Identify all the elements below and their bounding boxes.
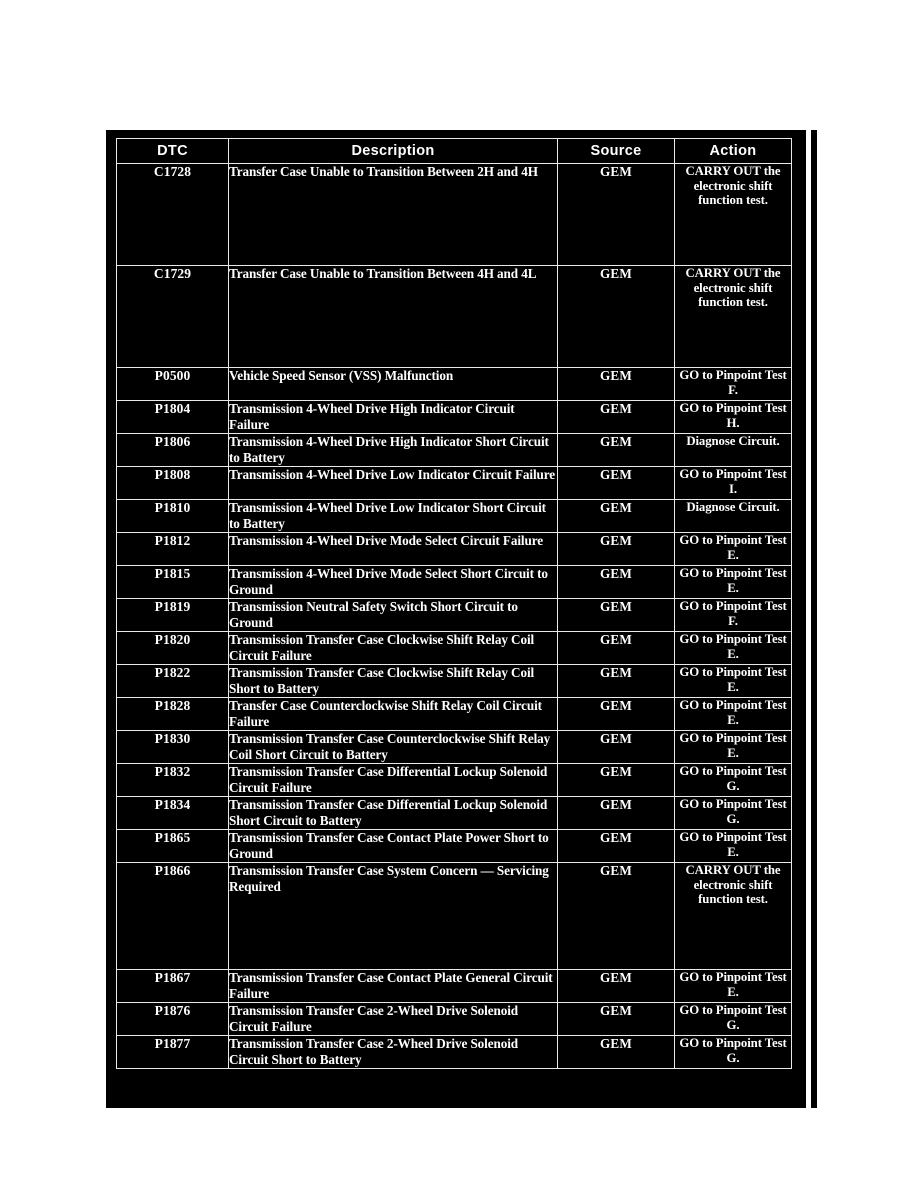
cell-description: Transmission Transfer Case Clockwise Shift Relay Coil Circuit Failure	[229, 632, 558, 665]
cell-dtc: P1830	[117, 731, 229, 764]
cell-source: GEM	[558, 1003, 675, 1036]
column-header-dtc: DTC	[117, 139, 229, 164]
cell-description: Transmission Neutral Safety Switch Short Circuit to Ground	[229, 599, 558, 632]
table-row	[117, 731, 792, 764]
cell-description: Transmission Transfer Case System Concern — Servicing Required	[229, 863, 558, 970]
cell-dtc: P1828	[117, 698, 229, 731]
cell-dtc: P1866	[117, 863, 229, 970]
cell-action: GO to Pinpoint Test E.	[675, 970, 792, 1003]
table-row	[117, 434, 792, 467]
cell-action: GO to Pinpoint Test G.	[675, 797, 792, 830]
cell-action: GO to Pinpoint Test E.	[675, 665, 792, 698]
table-row	[117, 566, 792, 599]
cell-action: CARRY OUT the electronic shift function test.	[675, 266, 792, 368]
cell-dtc: P1832	[117, 764, 229, 797]
cell-source: GEM	[558, 467, 675, 500]
cell-description: Transmission 4-Wheel Drive High Indicator Short Circuit to Battery	[229, 434, 558, 467]
cell-source: GEM	[558, 164, 675, 266]
cell-action: CARRY OUT the electronic shift function test.	[675, 164, 792, 266]
dtc-table	[116, 138, 792, 1069]
cell-source: GEM	[558, 731, 675, 764]
cell-description: Transmission Transfer Case Differential Lockup Solenoid Short Circuit to Battery	[229, 797, 558, 830]
cell-description: Transmission 4-Wheel Drive Low Indicator Short Circuit to Battery	[229, 500, 558, 533]
cell-description: Transmission Transfer Case Counterclockwise Shift Relay Coil Short Circuit to Battery	[229, 731, 558, 764]
cell-source: GEM	[558, 566, 675, 599]
cell-action: GO to Pinpoint Test G.	[675, 1003, 792, 1036]
cell-source: GEM	[558, 970, 675, 1003]
cell-action: GO to Pinpoint Test G.	[675, 1036, 792, 1069]
cell-description: Transfer Case Unable to Transition Between 4H and 4L	[229, 266, 558, 368]
table-row	[117, 970, 792, 1003]
cell-action: GO to Pinpoint Test F.	[675, 599, 792, 632]
table-row	[117, 1003, 792, 1036]
table-body	[117, 164, 792, 1069]
table-header	[117, 139, 792, 164]
table-row	[117, 863, 792, 970]
cell-description: Transmission Transfer Case Contact Plate General Circuit Failure	[229, 970, 558, 1003]
table-row	[117, 665, 792, 698]
cell-dtc: P1865	[117, 830, 229, 863]
cell-description: Transmission 4-Wheel Drive Mode Select Circuit Failure	[229, 533, 558, 566]
cell-source: GEM	[558, 830, 675, 863]
cell-description: Transmission Transfer Case 2-Wheel Drive Solenoid Circuit Short to Battery	[229, 1036, 558, 1069]
column-header-description: Description	[229, 139, 558, 164]
cell-source: GEM	[558, 368, 675, 401]
cell-dtc: P1819	[117, 599, 229, 632]
column-header-action: Action	[675, 139, 792, 164]
cell-dtc: C1729	[117, 266, 229, 368]
cell-dtc: P1876	[117, 1003, 229, 1036]
cell-action: CARRY OUT the electronic shift function test.	[675, 863, 792, 970]
cell-description: Vehicle Speed Sensor (VSS) Malfunction	[229, 368, 558, 401]
cell-source: GEM	[558, 632, 675, 665]
cell-dtc: P1810	[117, 500, 229, 533]
table-row	[117, 401, 792, 434]
cell-source: GEM	[558, 599, 675, 632]
cell-description: Transmission Transfer Case Contact Plate Power Short to Ground	[229, 830, 558, 863]
table-row	[117, 830, 792, 863]
cell-source: GEM	[558, 266, 675, 368]
cell-description: Transmission 4-Wheel Drive Low Indicator Circuit Failure	[229, 467, 558, 500]
right-margin-rule	[811, 130, 817, 1108]
cell-action: GO to Pinpoint Test E.	[675, 731, 792, 764]
cell-dtc: P1867	[117, 970, 229, 1003]
cell-source: GEM	[558, 797, 675, 830]
cell-action: GO to Pinpoint Test H.	[675, 401, 792, 434]
cell-action: GO to Pinpoint Test F.	[675, 368, 792, 401]
cell-dtc: P1806	[117, 434, 229, 467]
table-row	[117, 467, 792, 500]
cell-source: GEM	[558, 665, 675, 698]
cell-action: GO to Pinpoint Test E.	[675, 698, 792, 731]
cell-source: GEM	[558, 1036, 675, 1069]
table-row	[117, 698, 792, 731]
table-row	[117, 764, 792, 797]
cell-description: Transfer Case Counterclockwise Shift Relay Coil Circuit Failure	[229, 698, 558, 731]
table-row	[117, 368, 792, 401]
cell-action: GO to Pinpoint Test E.	[675, 632, 792, 665]
cell-dtc: C1728	[117, 164, 229, 266]
cell-description: Transmission 4-Wheel Drive High Indicator Circuit Failure	[229, 401, 558, 434]
cell-description: Transmission Transfer Case Differential Lockup Solenoid Circuit Failure	[229, 764, 558, 797]
table-row	[117, 599, 792, 632]
cell-action: GO to Pinpoint Test E.	[675, 533, 792, 566]
cell-action: GO to Pinpoint Test E.	[675, 566, 792, 599]
table-row	[117, 533, 792, 566]
cell-description: Transfer Case Unable to Transition Between 2H and 4H	[229, 164, 558, 266]
cell-action: GO to Pinpoint Test G.	[675, 764, 792, 797]
cell-action: GO to Pinpoint Test I.	[675, 467, 792, 500]
cell-action: Diagnose Circuit.	[675, 434, 792, 467]
cell-dtc: P1812	[117, 533, 229, 566]
table-row	[117, 266, 792, 368]
cell-source: GEM	[558, 764, 675, 797]
cell-source: GEM	[558, 401, 675, 434]
table-row	[117, 797, 792, 830]
cell-dtc: P1820	[117, 632, 229, 665]
table-row	[117, 500, 792, 533]
table-header-row	[117, 139, 792, 164]
cell-description: Transmission Transfer Case 2-Wheel Drive Solenoid Circuit Failure	[229, 1003, 558, 1036]
cell-dtc: P1877	[117, 1036, 229, 1069]
cell-dtc: P1822	[117, 665, 229, 698]
cell-description: Transmission 4-Wheel Drive Mode Select Short Circuit to Ground	[229, 566, 558, 599]
dtc-table-container	[116, 138, 791, 1100]
column-header-source: Source	[558, 139, 675, 164]
cell-dtc: P1804	[117, 401, 229, 434]
cell-description: Transmission Transfer Case Clockwise Shift Relay Coil Short to Battery	[229, 665, 558, 698]
cell-action: Diagnose Circuit.	[675, 500, 792, 533]
table-row	[117, 632, 792, 665]
cell-source: GEM	[558, 500, 675, 533]
cell-source: GEM	[558, 698, 675, 731]
cell-source: GEM	[558, 434, 675, 467]
cell-dtc: P1834	[117, 797, 229, 830]
cell-source: GEM	[558, 863, 675, 970]
cell-dtc: P1808	[117, 467, 229, 500]
table-row	[117, 164, 792, 266]
cell-dtc: P0500	[117, 368, 229, 401]
cell-dtc: P1815	[117, 566, 229, 599]
table-row	[117, 1036, 792, 1069]
cell-source: GEM	[558, 533, 675, 566]
cell-action: GO to Pinpoint Test E.	[675, 830, 792, 863]
